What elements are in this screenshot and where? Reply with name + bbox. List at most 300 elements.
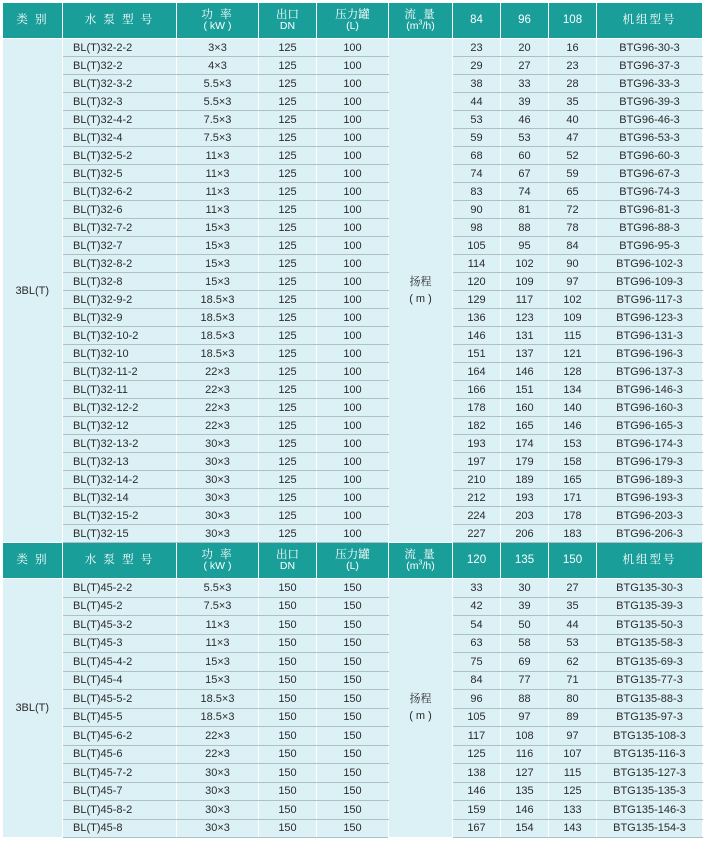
- power-cell: 15×3: [177, 653, 259, 672]
- tank-header-label: 压力罐: [335, 8, 370, 21]
- unit-model-cell: BTG96-102-3: [597, 255, 703, 273]
- head-value-cell: 78: [549, 219, 597, 237]
- outlet-cell: 125: [259, 471, 317, 489]
- flow-label: 流 量: [404, 8, 437, 21]
- pump-model-cell: BL(T)32-8-2: [63, 255, 177, 273]
- table-row: [3, 219, 703, 237]
- tank-cell: 100: [317, 363, 389, 381]
- table-row: [3, 39, 703, 57]
- head-value-cell: 151: [501, 381, 549, 399]
- table-row: [3, 435, 703, 453]
- table-row: [3, 399, 703, 417]
- category-cell: 3BL(T): [3, 579, 63, 838]
- head-value-cell: 33: [453, 579, 501, 598]
- tank-header-unit: (L): [346, 559, 359, 572]
- outlet-cell: 150: [259, 616, 317, 635]
- power-header-label: 功 率: [201, 548, 234, 561]
- power-cell: 11×3: [177, 634, 259, 653]
- table-row: [3, 727, 703, 746]
- outlet-cell: 125: [259, 39, 317, 57]
- head-value-cell: 63: [453, 634, 501, 653]
- power-header-unit: ( kW ): [203, 559, 232, 572]
- pump-model-cell: BL(T)32-7: [63, 237, 177, 255]
- pump-model-cell: BL(T)32-11: [63, 381, 177, 399]
- head-value-cell: 58: [501, 634, 549, 653]
- outlet-header-unit: DN: [279, 559, 296, 572]
- head-value-cell: 197: [453, 453, 501, 471]
- flow-rate-header: 96: [501, 3, 549, 39]
- head-value-cell: 105: [453, 237, 501, 255]
- table-row: [3, 597, 703, 616]
- head-value-cell: 117: [453, 727, 501, 746]
- table-row: [3, 489, 703, 507]
- tank-cell: 150: [317, 634, 389, 653]
- category-header: 类 别: [3, 543, 63, 579]
- power-cell: 22×3: [177, 363, 259, 381]
- unit-model-cell: BTG96-196-3: [597, 345, 703, 363]
- flow-rate-header: 108: [549, 3, 597, 39]
- pump-model-cell: BL(T)32-3: [63, 93, 177, 111]
- pump-model-cell: BL(T)45-6-2: [63, 727, 177, 746]
- outlet-cell: 125: [259, 129, 317, 147]
- power-cell: 11×3: [177, 201, 259, 219]
- head-value-cell: 165: [549, 471, 597, 489]
- outlet-cell: 125: [259, 363, 317, 381]
- head-value-cell: 88: [501, 219, 549, 237]
- table-row: [3, 782, 703, 801]
- head-value-cell: 39: [501, 93, 549, 111]
- pump-model-cell: BL(T)45-8: [63, 819, 177, 838]
- head-value-cell: 96: [453, 690, 501, 709]
- head-value-cell: 28: [549, 75, 597, 93]
- power-cell: 30×3: [177, 764, 259, 783]
- outlet-header-unit: DN: [279, 19, 296, 32]
- table-row: [3, 819, 703, 838]
- unit-model-cell: BTG96-37-3: [597, 57, 703, 75]
- pump-spec-table: [2, 2, 703, 838]
- head-value-cell: 182: [453, 417, 501, 435]
- outlet-cell: 125: [259, 417, 317, 435]
- power-cell: 18.5×3: [177, 345, 259, 363]
- pump-model-cell: BL(T)32-13-2: [63, 435, 177, 453]
- pump-model-cell: BL(T)32-15-2: [63, 507, 177, 525]
- unit-model-cell: BTG96-179-3: [597, 453, 703, 471]
- head-value-cell: 59: [453, 129, 501, 147]
- flow-rate-header: 150: [549, 543, 597, 579]
- table-row: [3, 801, 703, 820]
- power-cell: 22×3: [177, 727, 259, 746]
- tank-cell: 150: [317, 745, 389, 764]
- power-cell: 15×3: [177, 255, 259, 273]
- unit-model-cell: BTG135-127-3: [597, 764, 703, 783]
- outlet-cell: 150: [259, 782, 317, 801]
- head-label-cell: [389, 579, 453, 838]
- head-value-cell: 125: [453, 745, 501, 764]
- table-row: [3, 363, 703, 381]
- tank-cell: 150: [317, 597, 389, 616]
- tank-header: [317, 3, 389, 39]
- unit-model-cell: BTG96-123-3: [597, 309, 703, 327]
- head-value-cell: 115: [549, 327, 597, 345]
- tank-cell: 150: [317, 708, 389, 727]
- table-row: [3, 417, 703, 435]
- head-value-cell: 109: [549, 309, 597, 327]
- table-row: [3, 93, 703, 111]
- head-value-cell: 30: [501, 579, 549, 598]
- table-row: [3, 255, 703, 273]
- head-value-cell: 81: [501, 201, 549, 219]
- tank-cell: 150: [317, 819, 389, 838]
- flow-unit-suffix: /h): [422, 19, 435, 32]
- head-value-cell: 128: [549, 363, 597, 381]
- head-value-cell: 179: [501, 453, 549, 471]
- outlet-cell: 150: [259, 653, 317, 672]
- table-row: [3, 690, 703, 709]
- head-value-cell: 44: [453, 93, 501, 111]
- flow-header: [389, 3, 453, 39]
- head-value-cell: 146: [549, 417, 597, 435]
- outlet-cell: 125: [259, 507, 317, 525]
- tank-header: [317, 543, 389, 579]
- table-row: [3, 381, 703, 399]
- power-cell: 7.5×3: [177, 129, 259, 147]
- power-cell: 15×3: [177, 237, 259, 255]
- head-value-cell: 105: [453, 708, 501, 727]
- outlet-cell: 125: [259, 165, 317, 183]
- head-value-cell: 146: [501, 801, 549, 820]
- power-cell: 15×3: [177, 671, 259, 690]
- power-cell: 22×3: [177, 381, 259, 399]
- pump-model-cell: BL(T)45-2: [63, 597, 177, 616]
- outlet-cell: 125: [259, 381, 317, 399]
- head-label: 扬程: [409, 275, 432, 288]
- head-value-cell: 77: [501, 671, 549, 690]
- pump-model-cell: BL(T)32-6: [63, 201, 177, 219]
- head-value-cell: 160: [501, 399, 549, 417]
- unit-model-cell: BTG96-81-3: [597, 201, 703, 219]
- power-cell: 18.5×3: [177, 309, 259, 327]
- outlet-cell: 150: [259, 634, 317, 653]
- head-value-cell: 158: [549, 453, 597, 471]
- outlet-cell: 125: [259, 291, 317, 309]
- head-value-cell: 193: [453, 435, 501, 453]
- table-row: [3, 237, 703, 255]
- tank-cell: 100: [317, 309, 389, 327]
- unit-model-cell: BTG135-77-3: [597, 671, 703, 690]
- unit-model-cell: BTG135-108-3: [597, 727, 703, 746]
- tank-cell: 150: [317, 616, 389, 635]
- unit-model-cell: BTG96-131-3: [597, 327, 703, 345]
- head-value-cell: 42: [453, 597, 501, 616]
- pump-model-cell: BL(T)32-12-2: [63, 399, 177, 417]
- pump-model-cell: BL(T)32-6-2: [63, 183, 177, 201]
- head-value-cell: 60: [501, 147, 549, 165]
- power-cell: 3×3: [177, 39, 259, 57]
- power-cell: 30×3: [177, 489, 259, 507]
- outlet-cell: 150: [259, 597, 317, 616]
- head-value-cell: 116: [501, 745, 549, 764]
- unit-model-cell: BTG135-135-3: [597, 782, 703, 801]
- head-value-cell: 135: [501, 782, 549, 801]
- header-row: [3, 3, 703, 39]
- tank-cell: 100: [317, 219, 389, 237]
- power-cell: 30×3: [177, 471, 259, 489]
- unit-model-cell: BTG96-174-3: [597, 435, 703, 453]
- head-value-cell: 165: [501, 417, 549, 435]
- table-row: [3, 653, 703, 672]
- pump-model-cell: BL(T)32-11-2: [63, 363, 177, 381]
- head-value-cell: 29: [453, 57, 501, 75]
- head-value-cell: 72: [549, 201, 597, 219]
- tank-cell: 100: [317, 453, 389, 471]
- head-value-cell: 109: [501, 273, 549, 291]
- pump-model-cell: BL(T)32-5: [63, 165, 177, 183]
- unit-model-cell: BTG96-46-3: [597, 111, 703, 129]
- flow-header: [389, 543, 453, 579]
- head-value-cell: 121: [549, 345, 597, 363]
- head-value-cell: 67: [501, 165, 549, 183]
- head-value-cell: 59: [549, 165, 597, 183]
- head-value-cell: 74: [453, 165, 501, 183]
- head-value-cell: 98: [453, 219, 501, 237]
- flow-unit: [389, 21, 452, 32]
- unit-model-cell: BTG96-117-3: [597, 291, 703, 309]
- head-value-cell: 53: [453, 111, 501, 129]
- category-cell: 3BL(T): [3, 39, 63, 543]
- power-cell: 30×3: [177, 525, 259, 543]
- pump-model-cell: BL(T)45-4-2: [63, 653, 177, 672]
- tank-cell: 100: [317, 165, 389, 183]
- unit-model-cell: BTG135-97-3: [597, 708, 703, 727]
- outlet-cell: 150: [259, 745, 317, 764]
- flow-rate-header: 120: [453, 543, 501, 579]
- table-row: [3, 273, 703, 291]
- unit-model-cell: BTG96-33-3: [597, 75, 703, 93]
- flow-unit-superscript: 3: [418, 19, 423, 26]
- tank-cell: 100: [317, 417, 389, 435]
- head-value-cell: 39: [501, 597, 549, 616]
- pump-model-cell: BL(T)45-3: [63, 634, 177, 653]
- unit-model-cell: BTG96-39-3: [597, 93, 703, 111]
- unit-model-cell: BTG135-30-3: [597, 579, 703, 598]
- unit-model-cell: BTG96-109-3: [597, 273, 703, 291]
- model-header: 水 泵 型 号: [63, 543, 177, 579]
- outlet-cell: 125: [259, 147, 317, 165]
- unit-model-cell: BTG96-160-3: [597, 399, 703, 417]
- head-value-cell: 183: [549, 525, 597, 543]
- model-header: 水 泵 型 号: [63, 3, 177, 39]
- head-value-cell: 123: [501, 309, 549, 327]
- head-value-cell: 133: [549, 801, 597, 820]
- power-header: [177, 543, 259, 579]
- tank-cell: 100: [317, 489, 389, 507]
- head-value-cell: 174: [501, 435, 549, 453]
- head-value-cell: 146: [453, 327, 501, 345]
- head-value-cell: 90: [549, 255, 597, 273]
- head-value-cell: 131: [501, 327, 549, 345]
- power-cell: 7.5×3: [177, 111, 259, 129]
- table-row: [3, 57, 703, 75]
- head-value-cell: 75: [453, 653, 501, 672]
- tank-cell: 100: [317, 111, 389, 129]
- outlet-cell: 150: [259, 708, 317, 727]
- tank-cell: 150: [317, 727, 389, 746]
- tank-cell: 150: [317, 801, 389, 820]
- outlet-cell: 125: [259, 273, 317, 291]
- power-cell: 22×3: [177, 745, 259, 764]
- tank-cell: 150: [317, 764, 389, 783]
- tank-cell: 100: [317, 273, 389, 291]
- table-row: [3, 147, 703, 165]
- unit-model-cell: BTG96-189-3: [597, 471, 703, 489]
- power-cell: 7.5×3: [177, 597, 259, 616]
- head-value-cell: 65: [549, 183, 597, 201]
- outlet-cell: 125: [259, 345, 317, 363]
- outlet-header-label: 出口: [276, 548, 299, 561]
- head-value-cell: 134: [549, 381, 597, 399]
- head-unit: ( m ): [409, 292, 432, 305]
- section-body: [3, 39, 703, 543]
- pump-model-cell: BL(T)32-4-2: [63, 111, 177, 129]
- head-value-cell: 27: [501, 57, 549, 75]
- tank-cell: 100: [317, 201, 389, 219]
- head-label-cell: [389, 39, 453, 543]
- tank-cell: 100: [317, 75, 389, 93]
- tank-cell: 100: [317, 255, 389, 273]
- tank-cell: 100: [317, 147, 389, 165]
- table-row: [3, 616, 703, 635]
- tank-cell: 100: [317, 399, 389, 417]
- unit-model-cell: BTG96-53-3: [597, 129, 703, 147]
- outlet-cell: 125: [259, 219, 317, 237]
- head-value-cell: 146: [501, 363, 549, 381]
- table-row: [3, 708, 703, 727]
- outlet-cell: 125: [259, 453, 317, 471]
- head-value-cell: 27: [549, 579, 597, 598]
- table-row: [3, 165, 703, 183]
- tank-cell: 100: [317, 345, 389, 363]
- tank-cell: 100: [317, 471, 389, 489]
- head-value-cell: 74: [501, 183, 549, 201]
- head-value-cell: 89: [549, 708, 597, 727]
- pump-model-cell: BL(T)32-14-2: [63, 471, 177, 489]
- header-row: [3, 543, 703, 579]
- unit-model-cell: BTG135-39-3: [597, 597, 703, 616]
- head-value-cell: 23: [453, 39, 501, 57]
- outlet-cell: 150: [259, 579, 317, 598]
- table-row: [3, 471, 703, 489]
- outlet-cell: 125: [259, 75, 317, 93]
- unit-model-cell: BTG96-137-3: [597, 363, 703, 381]
- power-cell: 11×3: [177, 147, 259, 165]
- pump-model-cell: BL(T)32-12: [63, 417, 177, 435]
- head-value-cell: 54: [453, 616, 501, 635]
- head-value-cell: 159: [453, 801, 501, 820]
- outlet-cell: 125: [259, 489, 317, 507]
- head-value-cell: 69: [501, 653, 549, 672]
- unit-model-cell: BTG96-88-3: [597, 219, 703, 237]
- power-cell: 15×3: [177, 273, 259, 291]
- head-value-cell: 16: [549, 39, 597, 57]
- tank-cell: 100: [317, 507, 389, 525]
- head-value-cell: 114: [453, 255, 501, 273]
- flow-rate-header: 135: [501, 543, 549, 579]
- power-cell: 22×3: [177, 417, 259, 435]
- table-row: [3, 745, 703, 764]
- pump-model-cell: BL(T)32-4: [63, 129, 177, 147]
- table-row: [3, 201, 703, 219]
- table-row: [3, 183, 703, 201]
- head-value-cell: 35: [549, 93, 597, 111]
- unit-model-cell: BTG135-69-3: [597, 653, 703, 672]
- tank-cell: 100: [317, 57, 389, 75]
- head-value-cell: 97: [549, 727, 597, 746]
- head-value-cell: 143: [549, 819, 597, 838]
- head-value-cell: 90: [453, 201, 501, 219]
- head-value-cell: 23: [549, 57, 597, 75]
- head-value-cell: 189: [501, 471, 549, 489]
- pump-model-cell: BL(T)32-8: [63, 273, 177, 291]
- tank-cell: 100: [317, 183, 389, 201]
- pump-model-cell: BL(T)45-5-2: [63, 690, 177, 709]
- head-value-cell: 83: [453, 183, 501, 201]
- outlet-cell: 125: [259, 57, 317, 75]
- flow-unit: [389, 561, 452, 572]
- head-value-cell: 52: [549, 147, 597, 165]
- pump-model-cell: BL(T)45-8-2: [63, 801, 177, 820]
- unit-model-cell: BTG135-58-3: [597, 634, 703, 653]
- power-header-unit: ( kW ): [203, 19, 232, 32]
- head-value-cell: 140: [549, 399, 597, 417]
- head-value-cell: 146: [453, 782, 501, 801]
- table-row: [3, 764, 703, 783]
- head-value-cell: 154: [501, 819, 549, 838]
- head-value-cell: 138: [453, 764, 501, 783]
- power-header-label: 功 率: [201, 8, 234, 21]
- tank-cell: 150: [317, 579, 389, 598]
- power-header: [177, 3, 259, 39]
- head-value-cell: 88: [501, 690, 549, 709]
- outlet-cell: 150: [259, 690, 317, 709]
- power-cell: 30×3: [177, 819, 259, 838]
- head-value-cell: 164: [453, 363, 501, 381]
- pump-model-cell: BL(T)32-15: [63, 525, 177, 543]
- section-header: [3, 543, 703, 579]
- pump-model-cell: BL(T)32-5-2: [63, 147, 177, 165]
- unit-model-header: 机组型号: [597, 543, 703, 579]
- pump-model-cell: BL(T)32-7-2: [63, 219, 177, 237]
- unit-model-cell: BTG135-116-3: [597, 745, 703, 764]
- tank-cell: 100: [317, 39, 389, 57]
- power-cell: 22×3: [177, 399, 259, 417]
- head-value-cell: 203: [501, 507, 549, 525]
- pump-model-cell: BL(T)45-5: [63, 708, 177, 727]
- head-value-cell: 46: [501, 111, 549, 129]
- pump-model-cell: BL(T)45-2-2: [63, 579, 177, 598]
- head-value-cell: 153: [549, 435, 597, 453]
- outlet-header-label: 出口: [276, 8, 299, 21]
- unit-model-cell: BTG135-154-3: [597, 819, 703, 838]
- head-value-cell: 227: [453, 525, 501, 543]
- head-value-cell: 136: [453, 309, 501, 327]
- unit-model-cell: BTG135-146-3: [597, 801, 703, 820]
- pump-model-cell: BL(T)45-7: [63, 782, 177, 801]
- head-value-cell: 137: [501, 345, 549, 363]
- outlet-cell: 125: [259, 435, 317, 453]
- power-cell: 30×3: [177, 801, 259, 820]
- section-body: [3, 579, 703, 838]
- outlet-cell: 150: [259, 671, 317, 690]
